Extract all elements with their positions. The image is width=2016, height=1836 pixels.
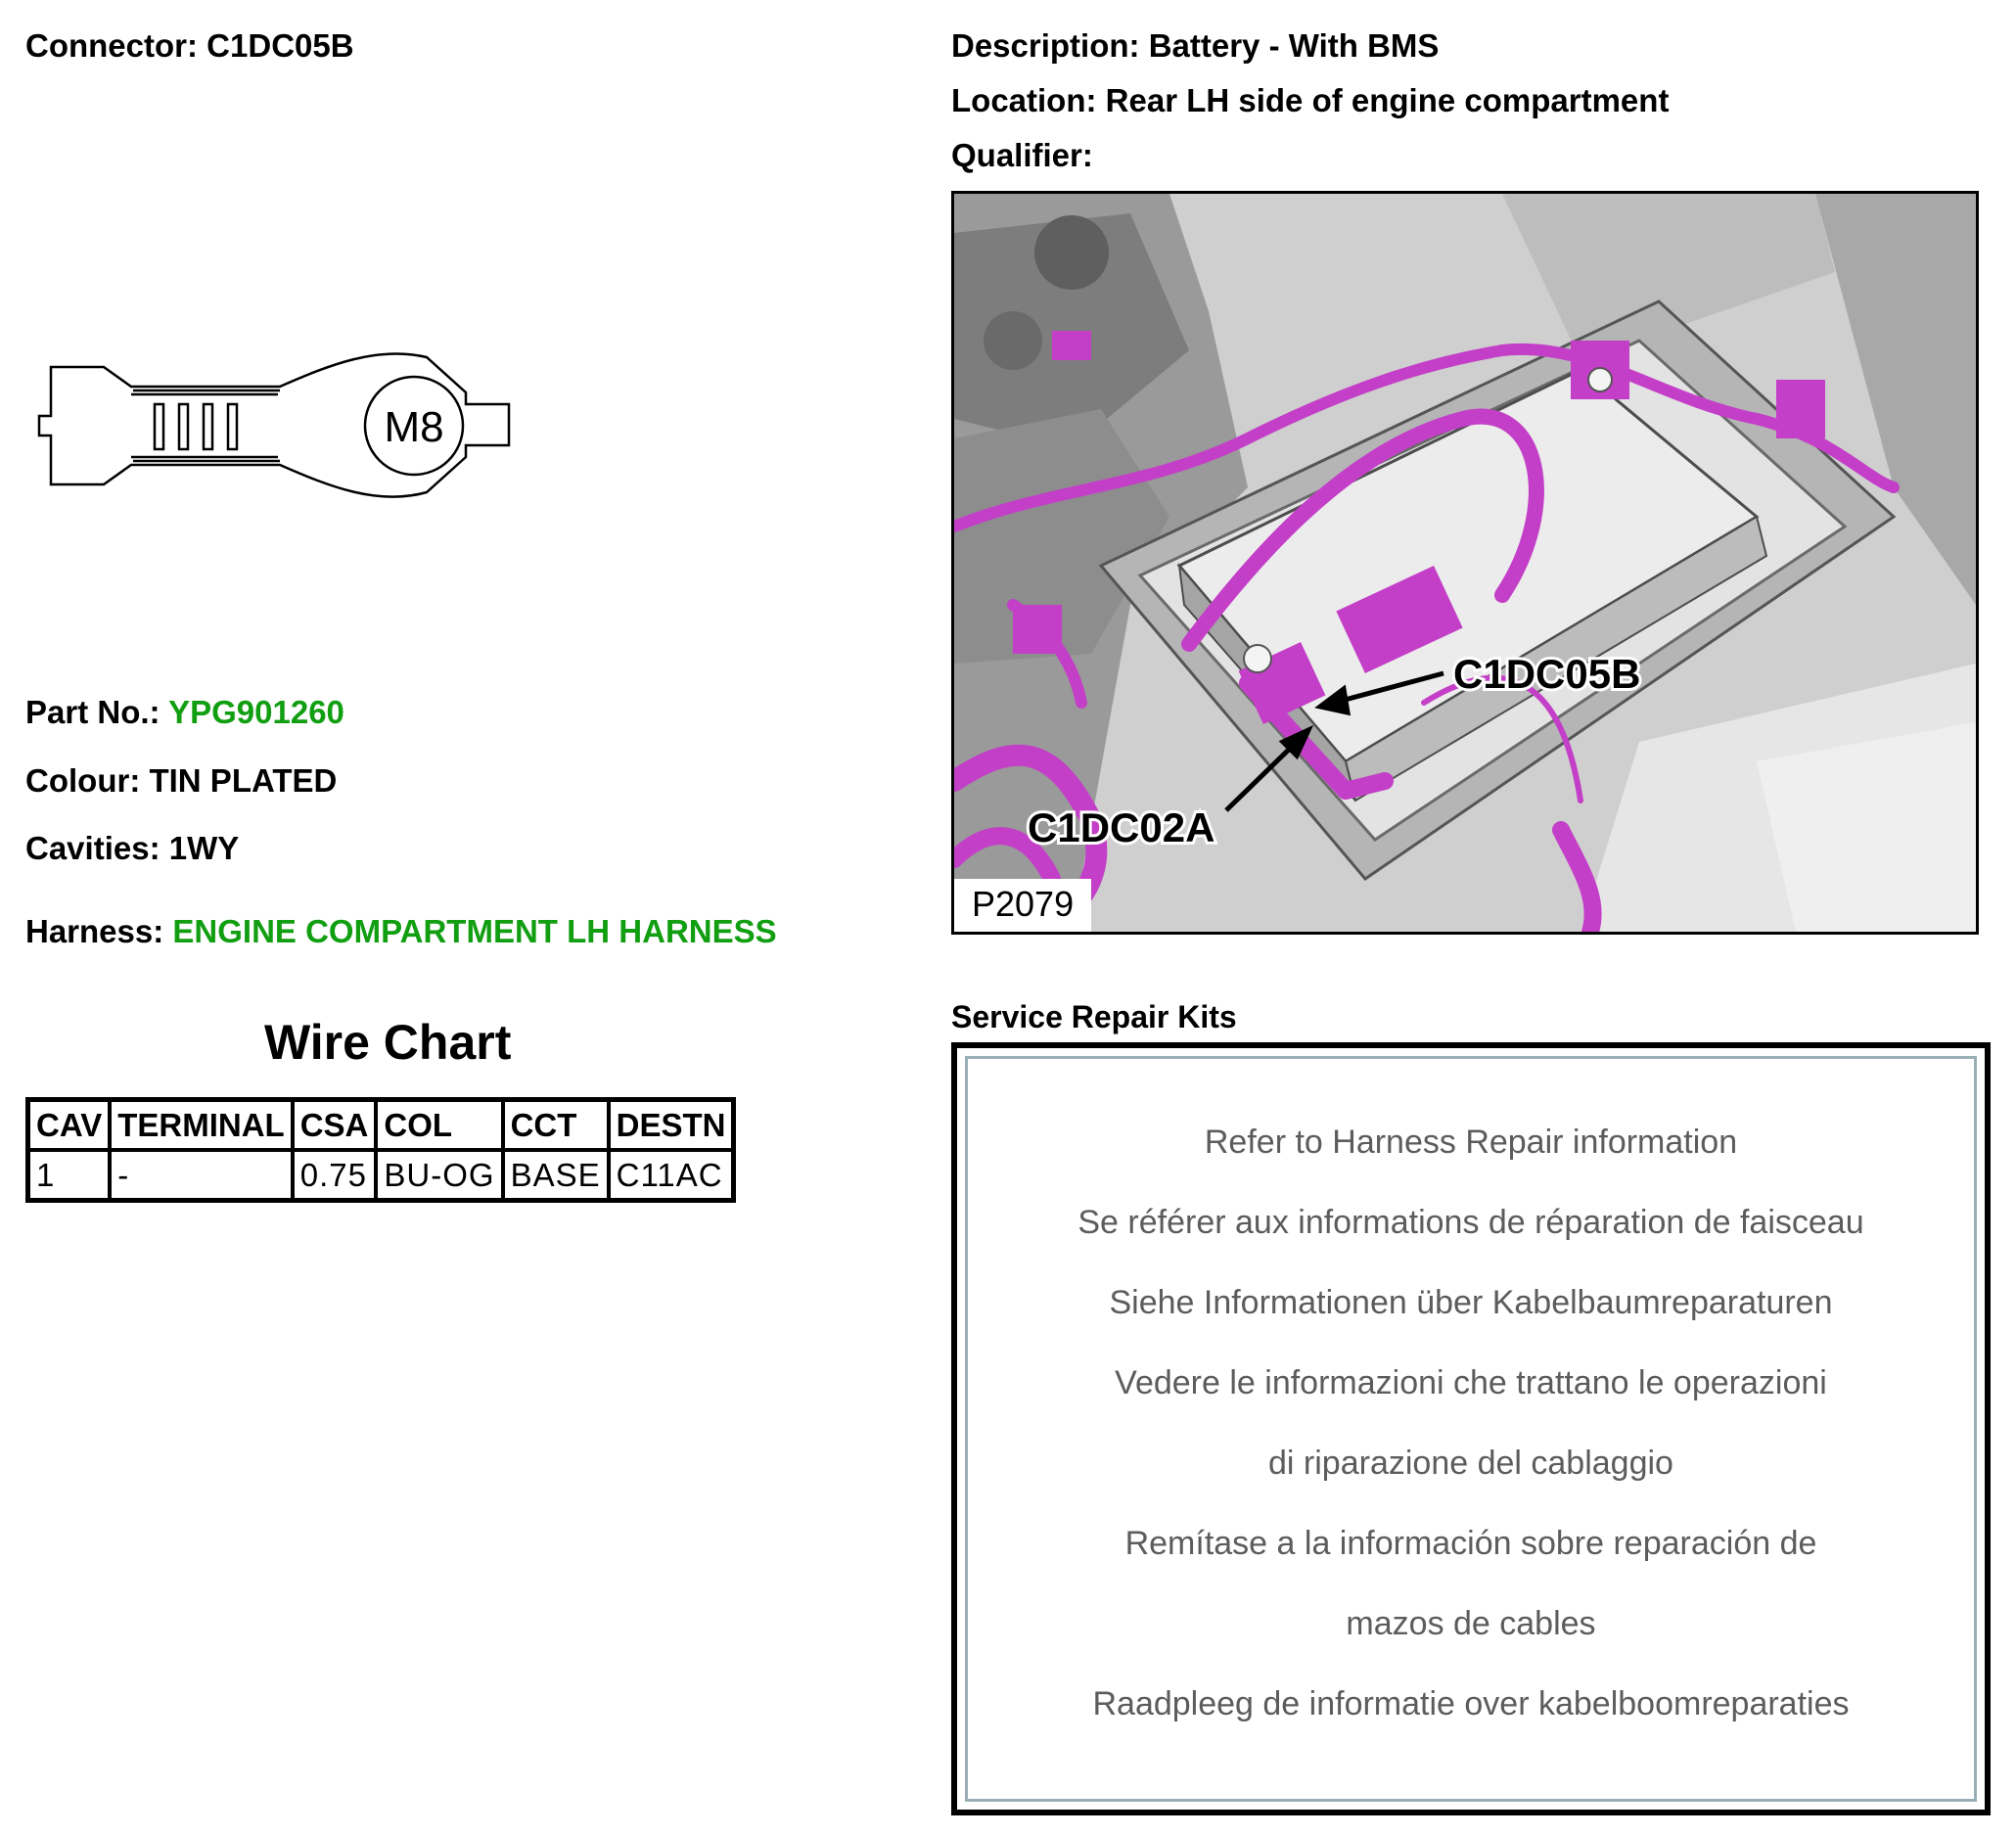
colour-value: TIN PLATED <box>149 762 338 799</box>
part-no-field <box>25 696 344 728</box>
header-col: COL <box>376 1100 502 1151</box>
harness-field <box>25 915 777 947</box>
cell-csa: 0.75 <box>293 1150 377 1201</box>
header-cct: CCT <box>503 1100 609 1151</box>
description-value: Battery - With BMS <box>1148 27 1440 64</box>
location-illustration <box>951 191 1979 935</box>
kit-line-es-1: Remítase a la información sobre reparación de <box>1124 1525 1817 1562</box>
kit-line-fr: Se référer aux informations de réparation de faisceau <box>1077 1204 1864 1241</box>
location-label: Location: <box>951 82 1097 118</box>
cavities-field <box>25 832 239 864</box>
kit-line-it-2: di riparazione del cablaggio <box>1268 1445 1673 1482</box>
callout-c1dc02a: C1DC02A <box>1028 804 1215 850</box>
cell-cct: BASE <box>503 1150 609 1201</box>
connector-label: Connector: <box>25 27 198 64</box>
cell-destn: C11AC <box>609 1150 734 1201</box>
callout-c1dc05b: C1DC05B <box>1453 651 1641 697</box>
location-field <box>951 84 1669 116</box>
terminal-drawing <box>35 347 515 509</box>
description-label: Description: <box>951 27 1140 64</box>
kit-line-it-1: Vedere le informazioni che trattano le operazioni <box>1115 1364 1827 1401</box>
kit-line-es-2: mazos de cables <box>1346 1605 1596 1642</box>
kit-line-de: Siehe Informationen über Kabelbaumreparaturen <box>1109 1284 1833 1321</box>
cell-col: BU-OG <box>376 1150 502 1201</box>
harness-value: ENGINE COMPARTMENT LH HARNESS <box>172 913 777 949</box>
description-field <box>951 29 1439 62</box>
terminal-stamp: M8 <box>384 403 444 451</box>
colour-field <box>25 764 337 797</box>
colour-label: Colour: <box>25 762 141 799</box>
header-csa: CSA <box>293 1100 377 1151</box>
cavities-label: Cavities: <box>25 830 160 866</box>
header-destn: DESTN <box>609 1100 734 1151</box>
kit-line-en: Refer to Harness Repair information <box>1204 1124 1738 1161</box>
cavities-value: 1WY <box>168 830 240 866</box>
connector-value: C1DC05B <box>206 27 354 64</box>
cell-terminal: - <box>110 1150 292 1201</box>
qualifier-field <box>951 139 1093 171</box>
location-value: Rear LH side of engine compartment <box>1105 82 1670 118</box>
cell-cav: 1 <box>28 1150 111 1201</box>
qualifier-label: Qualifier: <box>951 137 1093 173</box>
service-repair-kits-title: Service Repair Kits <box>951 999 1237 1034</box>
figure-id: P2079 <box>972 884 1075 924</box>
kit-line-nl: Raadpleeg de informatie over kabelboomreparaties <box>1092 1685 1850 1722</box>
connector-field <box>25 29 354 62</box>
header-cav: CAV <box>28 1100 111 1151</box>
part-no-value: YPG901260 <box>168 694 344 730</box>
wire-chart-table <box>25 1097 736 1203</box>
wire-chart-title: Wire Chart <box>264 1015 512 1070</box>
service-repair-kits-inner <box>965 1056 1977 1802</box>
harness-label: Harness: <box>25 913 164 949</box>
ring-terminal-icon <box>35 347 515 504</box>
table-header-row <box>28 1100 734 1151</box>
part-no-label: Part No.: <box>25 694 160 730</box>
service-repair-kits-box <box>951 1042 1991 1815</box>
header-terminal: TERMINAL <box>110 1100 292 1151</box>
table-row <box>28 1150 734 1201</box>
